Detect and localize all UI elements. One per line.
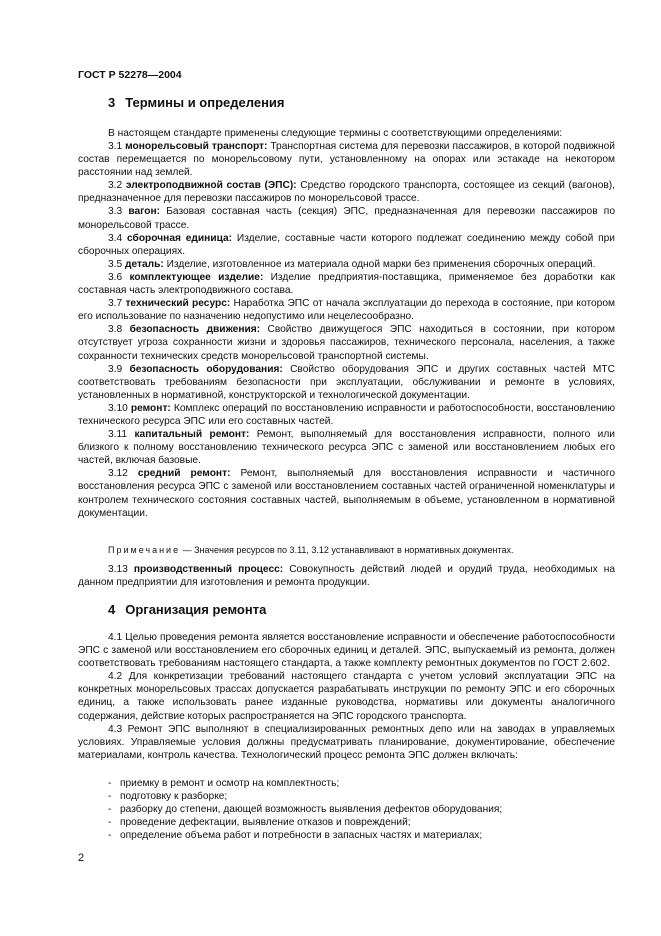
term-name: безопасность оборудования: [129,363,283,375]
term-name: ремонт: [130,402,171,414]
paragraph-4-1: 4.1 Целью проведения ремонта является восстановление исправности и обеспечение работоспособности ЭПС с заменой или восстановлением его сборочных единиц и деталей. ЭПС, выпускаемый из ремонта, должен соответствовать требованиям настоящего стандарта, а также комплекту ремонтных документов по ГОСТ 2.602. [78,632,615,670]
section-4-number: 4 [108,602,116,617]
term-name: средний ремонт: [137,468,231,480]
term-number: 3.9 [108,363,123,375]
term-3-5 [78,258,615,271]
term-3-11 [78,428,615,467]
term-number: 3.1 [108,141,123,152]
term-definition: Свойство движущегося ЭПС находиться в состоянии, при котором отсутствует угроза сохранности жизни и здоровья пассажиров, технического персонала, населения, а также сохранности технических средств монорельсовой транспортной системы. [78,324,615,362]
term-name: комплектующее изделие: [129,271,264,283]
term-definition: Свойство оборудования ЭПС и других составных частей МТС соответствовать требованиям безопасности при эксплуатации, обслуживании и ремонте в условиях, установленных в нормативной, конструкторской и технологической документации. [78,363,615,401]
term-3-8 [78,323,615,362]
term-definition: Изделие, составные части которого подлежат соединению между собой при сборочных операциях. [78,232,615,257]
term-3-2 [78,179,615,205]
term-definition: Комплекс операций по восстановлению исправности и работоспособности, восстановлению технического ресурса ЭПС или его составных частей. [78,402,615,427]
standard-header: ГОСТ Р 52278—2004 [78,69,182,81]
term-number: 3.8 [108,324,123,336]
term-name: монорельсовый транспорт: [125,141,268,152]
term-number: 3.10 [108,402,128,414]
term-name: вагон: [128,206,161,218]
list-item: - приемку в ремонт и осмотр на комплектность; [108,777,615,790]
terms-list [78,140,615,520]
section-4-heading [108,603,266,616]
term-3-9 [78,363,615,402]
term-number: 3.12 [108,468,128,480]
term-definition: Средство городского транспорта, состоящее из секций (вагонов), предназначенное для перевозки пассажиров по монорельсовой трассе. [78,180,615,205]
term-definition: Ремонт, выполняемый для восстановления исправности и частичного восстановления ресурса ЭПС с заменой или восстановлением составных частей ограниченной номенклатуры и контролем технического состояния составных частей, выполняемым в объеме, установленном в нормативной документации. [78,468,615,519]
term-number: 3.11 [108,429,128,441]
term-name: электроподвижной состав (ЭПС): [125,180,297,192]
term-number: 3.3 [108,206,123,218]
list-item: - подготовку к разборке; [108,790,615,803]
repair-process-list [108,777,615,842]
term-definition: Транспортная система для перевозки пассажиров, в которой подвижной состав перемещается по монорельсовому пути, установленному на опорах или эстакаде на некотором расстоянии над землей. [78,141,615,179]
section-3-intro [78,127,615,140]
term-3-1 [78,140,615,179]
term-definition: Изделие, изготовленное из материала одной марки без применения сборочных операций. [163,258,596,270]
note [108,544,615,557]
term-number: 3.6 [108,271,123,283]
section-3-number: 3 [108,95,116,110]
term-name: сборочная единица: [127,232,233,244]
term-definition: Изделие предприятия-поставщика, применяемое без доработки как составная часть электроподвижного состава. [78,271,615,297]
list-item: - определение объема работ и потребности в запасных частях и материалах; [108,829,615,842]
term-3-12 [78,467,615,519]
term-definition: Базовая составная часть (секция) ЭПС, предназначенная для перевозки пассажиров по монорельсовой трассе. [78,206,615,231]
term-number: 3.2 [108,180,123,192]
term-number: 3.4 [108,232,123,244]
term-number: 3.13 [108,564,128,575]
term-name: капитальный ремонт: [134,429,250,441]
term-name: деталь: [125,258,164,270]
term-3-3 [78,205,615,231]
term-3-6 [78,271,615,297]
section-3-title: Термины и определения [125,95,285,110]
intro-text: В настоящем стандарте применены следующие термины с соответствующими определениями: [108,128,563,139]
section-4-body [78,631,615,762]
term-name: технический ресурс: [125,298,231,310]
term-definition: Совокупность действий людей и орудий труда, необходимых на данном предприятии для изготовления и ремонта продукции. [78,564,615,589]
term-3-7 [78,297,615,323]
term-number: 3.7 [108,298,123,310]
term-3-10 [78,402,615,428]
paragraph-4-2: 4.2 Для конкретизации требований настоящего стандарта с учетом условий эксплуатации ЭПС на конкретных монорельсовых трассах допускается разрабатывать инструкции по ремонту ЭПС и его сборочных единиц, а также использовать ранее изданные руководства, нормативы или документы аналогичного содержания, действие которых распространяется на ЭПС городского транспорта. [78,671,615,722]
term-3-13 [78,563,615,589]
note-text: — Значения ресурсов по 3.11, 3.12 устанавливают в нормативных документах. [180,545,514,555]
section-3-heading [108,96,285,109]
term-3-13-block [78,563,615,589]
term-3-4 [78,232,615,258]
page-number: 2 [78,852,85,864]
term-definition: Ремонт, выполняемый для восстановления исправности, полного или близкого к полному восстановлению технического ресурса ЭПС с заменой или восстановлением любых его частей, включая базовые. [78,429,615,467]
list-item: - разборку до степени, дающей возможность выявления дефектов оборудования; [108,803,615,816]
section-4-title: Организация ремонта [125,602,267,617]
term-number: 3.5 [108,258,123,270]
list-item: - проведение дефектации, выявление отказов и повреждений; [108,816,615,829]
paragraph-4-3: 4.3 Ремонт ЭПС выполняют в специализированных ремонтных депо или на заводах в управляемых условиях. Управляемые условия должны предусматривать планирование, документирование, обеспечение материалами, контроль качества. Технологический процесс ремонта ЭПС должен включать: [78,723,615,761]
note-label: Примечание [108,545,181,555]
term-name: производственный процесс: [133,564,284,575]
term-name: безопасность движения: [129,324,261,336]
term-definition: Наработка ЭПС от начала эксплуатации до перехода в состояние, при котором его использование по назначению недопустимо или нецелесообразно. [78,298,616,323]
